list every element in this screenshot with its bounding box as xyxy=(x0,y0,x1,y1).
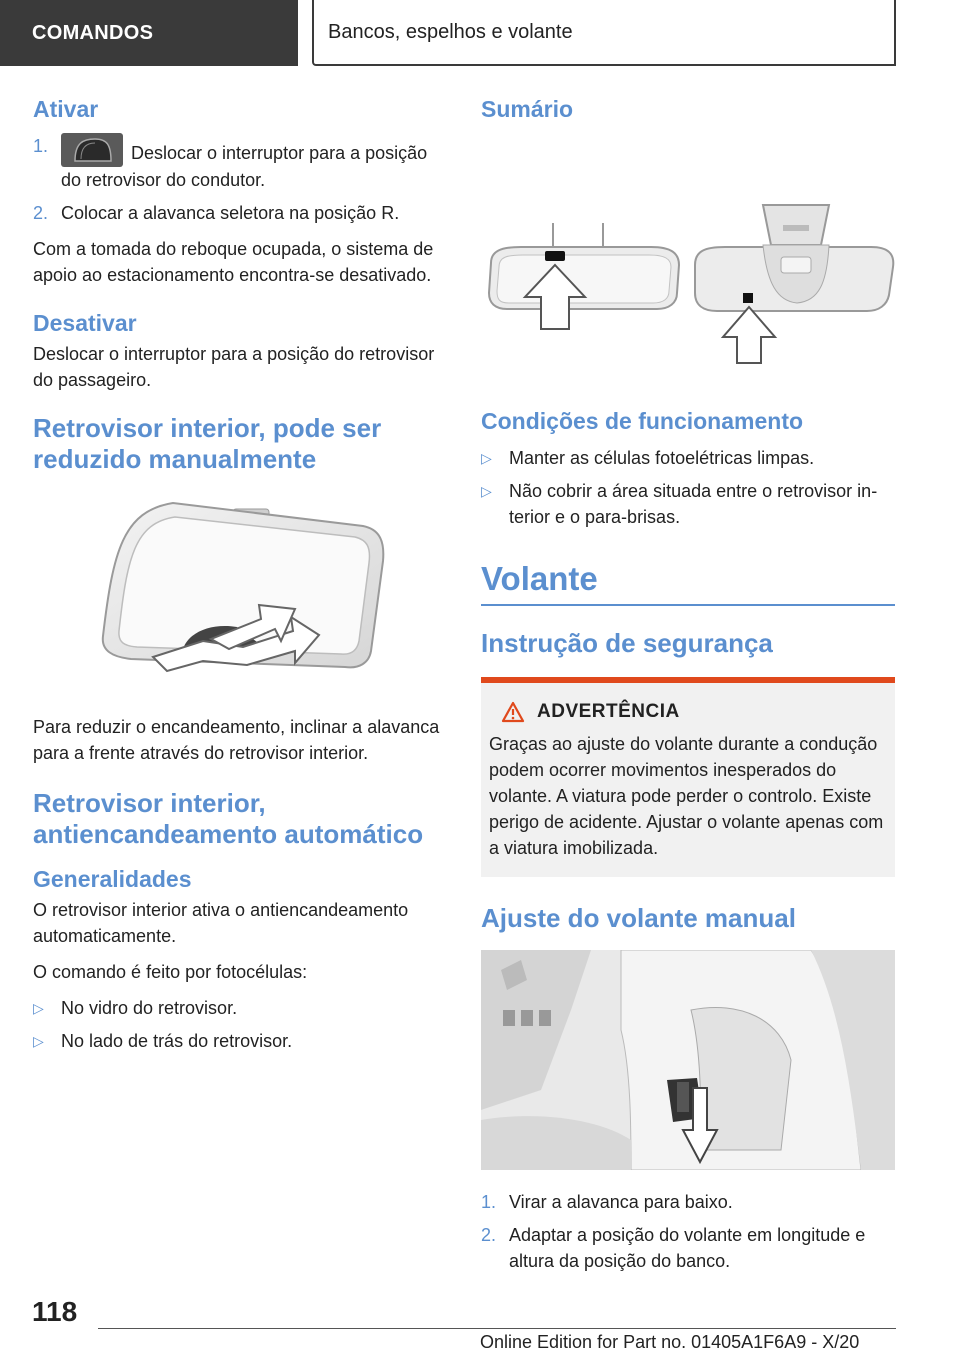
chapter-title: Bancos, espelhos e volante xyxy=(312,0,896,66)
heading-manual-mirror: Retrovisor interior, pode ser reduzido manualmente xyxy=(33,413,382,474)
list-item: ▷ No vidro do retrovisor. xyxy=(33,995,447,1021)
step-number: 1. xyxy=(33,136,49,156)
step-text: Deslocar o interruptor para a posição do retrovisor do condutor. xyxy=(61,143,428,190)
list-item xyxy=(481,1222,895,1274)
heading-auto-mirror: Retrovisor interior, antiencandeamento automático xyxy=(33,788,424,849)
list-item xyxy=(481,1189,895,1215)
warning-box xyxy=(481,677,895,877)
heading-volante: Volante xyxy=(481,560,598,597)
photocell-illustration xyxy=(481,133,895,378)
heading-generalidades: Generalidades xyxy=(33,866,192,892)
page-header xyxy=(0,0,960,66)
left-column xyxy=(33,96,447,1064)
triangle-bullet-icon: ▷ xyxy=(481,450,492,466)
steering-adjust-illustration xyxy=(481,950,895,1175)
heading-seguranca: Instrução de segurança xyxy=(481,628,773,658)
rearview-mirror-icon xyxy=(33,491,447,691)
footer-divider xyxy=(98,1328,896,1329)
heading-sumario: Sumário xyxy=(481,96,574,122)
step-number: 2. xyxy=(33,203,49,223)
step-text: Virar a alavanca para baixo. xyxy=(509,1192,733,1212)
heading-ajuste: Ajuste do volante manual xyxy=(481,903,796,933)
manual-mirror-text: Para reduzir o encandeamento, inclinar a alavanca para a frente através do retrovisor interior. xyxy=(33,717,440,763)
step-number: 1. xyxy=(481,1192,497,1212)
warning-title: ADVERTÊNCIA xyxy=(489,701,887,723)
heading-ativar: Ativar xyxy=(33,96,99,122)
mirror-photocell-icon xyxy=(481,133,895,373)
heading-condicoes: Condições de funcionamento xyxy=(481,408,804,434)
step-text: Adaptar a posição do volante em longitude e altura da posição do banco. xyxy=(509,1225,866,1271)
triangle-bullet-icon: ▷ xyxy=(33,1033,44,1049)
list-item: ▷ Não cobrir a área situada entre o retrovisor interior e o para-brisas. xyxy=(481,478,895,530)
warning-triangle-icon xyxy=(501,701,525,723)
mirror-switch-icon xyxy=(61,133,123,167)
condicoes-list xyxy=(481,445,895,530)
ativar-note: Com a tomada do reboque ocupada, o sistema de apoio ao estacionamento encontra-se desativado. xyxy=(33,239,434,285)
section-tab: COMANDOS xyxy=(0,0,298,66)
right-column xyxy=(481,96,895,1284)
section-divider xyxy=(481,604,895,606)
list-item: ▷ No lado de trás do retrovisor. xyxy=(33,1028,447,1054)
warning-text: Graças ao ajuste do volante durante a condução podem ocorrer movimentos inesperados do volante. A viatura pode perder o controlo. Existe perigo de acidente. Ajustar o volante apenas com a viatura imobilizada. xyxy=(489,734,884,858)
list-item: ▷ Manter as células fotoelétricas limpas. xyxy=(481,445,895,471)
auto-p2: O comando é feito por fotocélulas: xyxy=(33,962,308,982)
auto-p1: O retrovisor interior ativa o antiencandeamento automaticamente. xyxy=(33,900,409,946)
list-item xyxy=(33,133,447,193)
ajuste-steps xyxy=(481,1189,895,1274)
triangle-bullet-icon: ▷ xyxy=(481,483,492,499)
step-text: Colocar a alavanca seletora na posição R. xyxy=(61,203,400,223)
ativar-steps xyxy=(33,133,447,226)
page-number: 118 xyxy=(32,1296,78,1327)
photocell-list xyxy=(33,995,447,1054)
triangle-bullet-icon: ▷ xyxy=(33,1000,44,1016)
desativar-text: Deslocar o interruptor para a posição do retrovisor do passageiro. xyxy=(33,344,435,390)
list-item xyxy=(33,200,447,226)
step-number: 2. xyxy=(481,1225,497,1245)
footer-edition-text: Online Edition for Part no. 01405A1F6A9 - X/20 xyxy=(480,1332,860,1352)
manual-mirror-illustration xyxy=(33,491,447,696)
heading-desativar: Desativar xyxy=(33,310,137,336)
steering-lever-icon xyxy=(481,950,895,1170)
